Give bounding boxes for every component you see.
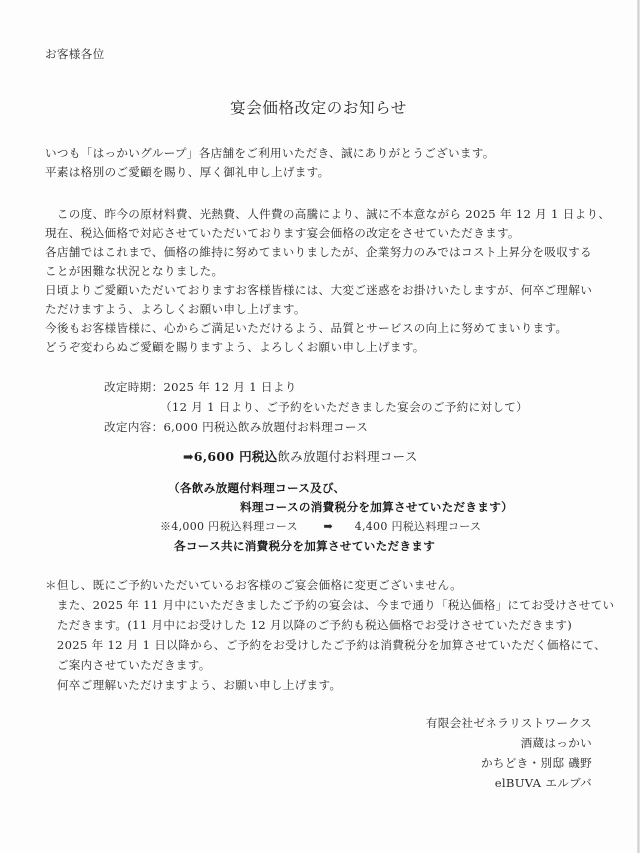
note-line-1: （各飲み放題付料理コース及び、: [168, 481, 346, 495]
signature-store-3: elBUVA エルブバ: [494, 776, 592, 790]
revision-period: [104, 380, 297, 394]
revision-content-label: 改定内容：: [104, 420, 164, 434]
signature-store-2: かちどき・別邸 磯野: [480, 756, 592, 770]
greeting-line-2: 平素は格別のご愛顧を賜り、厚く御礼申し上げます。: [45, 165, 330, 179]
greeting-line-1: いつも「はっかいグループ」各店舗をご利用いただき、誠にありがとうございます。: [45, 146, 495, 160]
right-arrow-icon: ➡: [323, 520, 334, 533]
revision-content: [104, 420, 368, 434]
salutation: お客様各位: [45, 47, 105, 61]
body-line-8: どうぞ変わらぬご愛顧を賜りますよう、よろしくお願い申し上げます。: [45, 340, 425, 354]
notes-line-1: ＊但し、既にご予約いただいているお客様のご宴会価格に変更ございません。: [45, 578, 462, 592]
summary-line: 各コース共に消費税分を加算させていただきます: [174, 539, 436, 553]
notes-line-6: 何卒ご理解いただけますよう、お願い申し上げます。: [45, 678, 342, 692]
body-line-1: この度、昨今の原材料費、光熱費、人件費の高騰により、誠に不本意ながら 2025 年 12 月 1 日より、: [45, 207, 611, 221]
example-line: [160, 520, 481, 534]
revision-period-note: （12 月 1 日より、ご予約をいただきました宴会のご予約に対して）: [160, 400, 529, 414]
revision-period-value: 2025 年 12 月 1 日より: [163, 380, 297, 394]
signature-company: 有限会社ゼネラリストワークス: [425, 716, 592, 730]
body-line-4: ことが困難な状況となりました。: [45, 264, 224, 278]
body-line-3: 各店舗ではこれまで、価格の維持に努めてまいりましたが、企業努力のみではコスト上昇分を吸収する: [45, 245, 592, 259]
new-price-bold: 6,600 円税込: [193, 449, 278, 464]
body-line-7: 今後もお客様皆様に、心からご満足いただけるよう、品質とサービスの向上に努めてまいります。: [45, 321, 568, 335]
new-price-line: [183, 450, 418, 464]
right-arrow-icon: ➡: [183, 449, 194, 464]
example-new: 4,400 円税込料理コース: [354, 520, 482, 533]
notes-line-5: ご案内させていただきます。: [45, 658, 211, 672]
notes-line-4: 2025 年 12 月 1 日以降から、ご予約をお受けしたご予約は消費税分を加算させていただく価格にて、: [45, 638, 607, 652]
document-title: 宴会価格改定のお知らせ: [230, 99, 407, 117]
note-line-2: 料理コースの消費税分を加算させていただきます）: [240, 500, 513, 514]
revision-content-value: 6,000 円税込飲み放題付お料理コース: [163, 420, 369, 434]
body-line-6: ただけますよう、よろしくお願い申し上げます。: [45, 302, 306, 316]
body-line-2: 現在、税込価格で対応させていただいております宴会価格の改定をさせていただきます。: [45, 226, 520, 240]
body-line-5: 日頃よりご愛顧いただいておりますお客様皆様には、大変ご迷惑をお掛けいたしますが、何卒ご理解い: [45, 283, 593, 297]
example-old: ※4,000 円税込料理コース: [160, 520, 298, 533]
signature-store-1: 酒蔵はっかい: [520, 736, 592, 750]
new-price-rest: 飲み放題付お料理コース: [277, 449, 418, 464]
revision-period-label: 改定時期：: [104, 380, 164, 394]
notes-line-2: また、2025 年 11 月中にいただきましたご予約の宴会は、今まで通り「税込価格」にてお受けさせてい: [45, 598, 615, 612]
notes-line-3: ただきます。(11 月中にお受けした 12 月以降のご予約も税込価格でお受けさせていただきます): [45, 618, 573, 632]
